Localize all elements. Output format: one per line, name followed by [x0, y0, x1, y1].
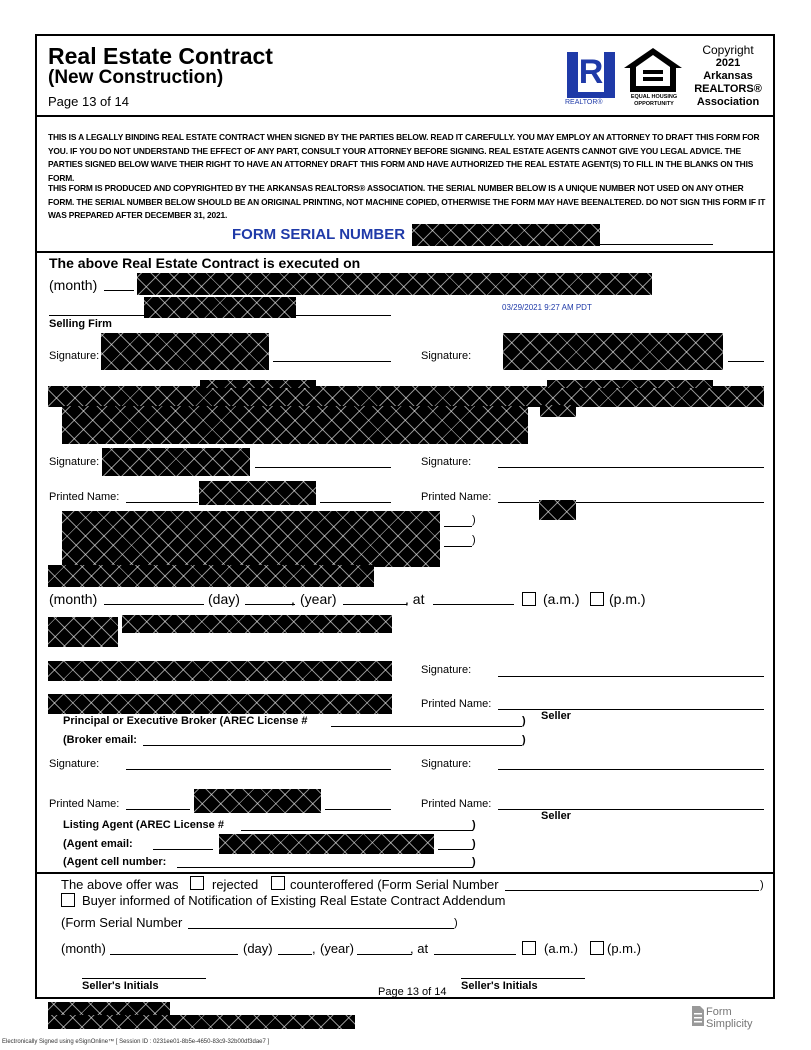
addendum-checkbox[interactable]: [61, 893, 75, 907]
date-day-label: (day): [208, 591, 240, 607]
broker-email-line[interactable]: [143, 745, 522, 746]
date-year-line[interactable]: [343, 604, 407, 605]
redaction: [62, 406, 528, 444]
redaction: [540, 405, 576, 417]
paren: ): [472, 838, 476, 850]
esign-timestamp: 03/29/2021 9:27 AM PDT: [502, 303, 592, 312]
serial-divider: [35, 251, 775, 253]
offer-time-line[interactable]: [434, 954, 516, 955]
form-subtitle: (New Construction): [48, 67, 224, 88]
offer-lead: The above offer was: [61, 877, 179, 892]
serial-line: [600, 244, 713, 245]
redaction: [144, 297, 296, 318]
realtor-logo: [567, 52, 615, 98]
serial-label: FORM SERIAL NUMBER: [232, 226, 406, 243]
form-title: Real Estate Contract: [48, 43, 273, 69]
copyright-block: Copyright 2021 Arkansas REALTORS® Association: [694, 43, 762, 108]
paren: ): [472, 514, 476, 526]
paren: ): [472, 534, 476, 546]
date-at-label: , at: [405, 591, 425, 607]
seller-caption: Seller: [541, 810, 571, 822]
offer-pm-label: (p.m.): [607, 941, 641, 956]
realtor-logo-letter: R: [578, 53, 604, 91]
counter-serial-line[interactable]: [505, 890, 759, 891]
date-year-label: (year): [300, 591, 337, 607]
printed-name-line[interactable]: [498, 502, 764, 503]
seller-initials-line-right[interactable]: [461, 978, 585, 979]
signature-line[interactable]: [728, 361, 764, 362]
listing-email-label: (Agent email:: [63, 838, 133, 850]
paren: ): [454, 917, 458, 929]
seller-printed-name-label: Printed Name:: [421, 698, 492, 710]
line: [444, 546, 472, 547]
addendum-label: Buyer informed of Notification of Existing Real Estate Contract Addendum: [82, 893, 506, 908]
rejected-label: rejected: [212, 877, 259, 892]
header-divider: [35, 115, 775, 117]
legal-notice-1: THIS IS A LEGALLY BINDING REAL ESTATE CONTRACT WHEN SIGNED BY THE PARTIES BELOW. READ IT CAREFULLY. YOU MAY EMPLOY AN ATTORNEY TO DRAFT THIS FORM FOR YOU. IF YOU DO NOT UNDERSTAND THE EFFECT OF ANY PART, CONSULT YOUR ATTORNEY BEFORE SIGNING. REAL ESTATE AGENTS CANNOT GIVE YOU LEGAL ADVICE. THE PARTIES SIGNED BELOW WAIVE THEIR RIGHT TO HAVE AN ATTORNEY DRAFT THIS FORM AND HAVE AUTHORIZED THE REAL ESTATE AGENT(S) TO FILL IN THE BLANKS ON THIS FORM.: [48, 132, 760, 183]
redaction: [48, 661, 392, 681]
listing-license-line[interactable]: [241, 830, 473, 831]
paren: ): [472, 819, 476, 831]
redaction: [48, 1015, 355, 1029]
buyer-signature-label: Signature:: [421, 350, 472, 362]
redaction: [219, 834, 434, 854]
signature-label: Signature:: [49, 758, 100, 770]
redaction: [102, 448, 250, 476]
selling-firm-label: Selling Firm: [49, 318, 112, 330]
signature-line[interactable]: [273, 361, 391, 362]
printed-name-label: Printed Name:: [421, 491, 492, 503]
date-month-line[interactable]: [104, 604, 204, 605]
executed-month-line: [104, 290, 134, 291]
seller-caption: Seller: [541, 710, 571, 722]
offer-at-label: , at: [410, 941, 429, 956]
line: [444, 526, 472, 527]
serial-redaction: [412, 224, 600, 246]
paren: ): [760, 879, 764, 891]
redaction: [200, 380, 316, 388]
paren: ): [472, 856, 476, 868]
offer-am-label: (a.m.): [544, 941, 578, 956]
rejected-checkbox[interactable]: [190, 876, 204, 890]
listing-cell-line[interactable]: [177, 867, 473, 868]
listing-email-line[interactable]: [153, 849, 213, 850]
seller-signature-line[interactable]: [498, 676, 764, 677]
listing-license-label: Listing Agent (AREC License #: [63, 819, 224, 831]
paren: ): [522, 715, 526, 727]
listing-cell-label: (Agent cell number:: [63, 856, 167, 868]
offer-am-checkbox[interactable]: [522, 941, 536, 955]
redaction: [199, 481, 316, 505]
date-month-label: (month): [49, 591, 98, 607]
seller-initials-left: Seller's Initials: [82, 980, 159, 992]
redaction: [48, 1002, 170, 1016]
signature-line[interactable]: [126, 769, 391, 770]
seller-printed-name-line[interactable]: [498, 709, 764, 710]
buyer-agent-signature-label: Signature:: [49, 350, 100, 362]
printed-name-line[interactable]: [126, 502, 198, 503]
seller-initials-line-left[interactable]: [82, 978, 206, 979]
date-day-line[interactable]: [245, 604, 295, 605]
formsimplicity-icon: [692, 1006, 704, 1026]
page-indicator: Page 13 of 14: [48, 94, 129, 109]
broker-email-label: (Broker email:: [63, 734, 137, 746]
offer-day-line[interactable]: [278, 954, 312, 955]
form-serial-label: (Form Serial Number: [61, 915, 183, 930]
offer-divider: [35, 872, 775, 874]
redaction: [48, 565, 374, 587]
seller-initials-right: Seller's Initials: [461, 980, 538, 992]
signature-label: Signature:: [49, 456, 100, 468]
selling-firm-line-b: [296, 315, 391, 316]
comma: ,: [312, 941, 316, 956]
offer-year-label: (year): [320, 941, 354, 956]
redaction: [547, 380, 713, 388]
redaction: [194, 789, 321, 813]
redaction: [62, 511, 440, 567]
countered-label: counteroffered (Form Serial Number: [290, 877, 499, 892]
countered-checkbox[interactable]: [271, 876, 285, 890]
printed-name-label: Printed Name:: [49, 798, 120, 810]
printed-name-line[interactable]: [320, 502, 391, 503]
printed-name-line[interactable]: [325, 809, 391, 810]
paren: ): [522, 734, 526, 746]
form-serial-line[interactable]: [188, 928, 454, 929]
am-label: (a.m.): [543, 591, 580, 607]
equal-housing-caption: EQUAL HOUSING OPPORTUNITY: [630, 94, 678, 107]
printed-name-line[interactable]: [498, 809, 764, 810]
esign-session: Electronically Signed using eSignOnline™ [ Session ID : 0231ee01-8b5e-4650-83c9-32b00df3dae7 ]: [2, 1039, 270, 1045]
printed-name-label: Printed Name:: [49, 491, 120, 503]
executed-heading: The above Real Estate Contract is executed on: [49, 255, 361, 271]
pm-label: (p.m.): [609, 591, 646, 607]
redaction: [48, 386, 764, 407]
selling-firm-line-a: [49, 315, 144, 316]
comma: ,: [291, 591, 295, 607]
pm-checkbox[interactable]: [590, 592, 604, 606]
signature-line[interactable]: [498, 467, 764, 468]
signature-line[interactable]: [255, 467, 391, 468]
realtor-logo-caption: REALTOR®: [565, 99, 603, 106]
broker-license-label: Principal or Executive Broker (AREC License #: [63, 715, 308, 727]
signature-label: Signature:: [421, 456, 472, 468]
redaction: [503, 333, 723, 370]
redaction: [48, 617, 118, 647]
seller-signature-label: Signature:: [421, 664, 472, 676]
listing-email-line[interactable]: [438, 849, 473, 850]
redaction: [539, 500, 576, 520]
offer-month-label: (month): [61, 941, 106, 956]
signature-line[interactable]: [498, 769, 764, 770]
am-checkbox[interactable]: [522, 592, 536, 606]
offer-day-label: (day): [243, 941, 273, 956]
offer-year-line[interactable]: [357, 954, 412, 955]
legal-notice-2: THIS FORM IS PRODUCED AND COPYRIGHTED BY THE ARKANSAS REALTORS® ASSOCIATION. THE SERIAL NUMBER BELOW IS A UNIQUE NUMBER NOT USED ON ANY OTHER FORM. THE SERIAL NUMBER BELOW SHOULD BE AN ORIGINAL PRINTING, NOT MACHINE COPIED, OTHERWISE THE FORM MAY HAVE BEENALTERED. DO NOT SIGN THIS FORM IF IT WAS PREPARED AFTER DECEMBER 31, 2021.: [48, 183, 766, 220]
equal-housing-icon: [622, 46, 684, 94]
printed-name-line[interactable]: [126, 809, 190, 810]
printed-name-label: Printed Name:: [421, 798, 492, 810]
formsimplicity-brand: Form Simplicity: [706, 1006, 753, 1030]
executed-month-label: (month): [49, 277, 98, 293]
redaction: [101, 333, 269, 370]
date-time-line[interactable]: [433, 604, 514, 605]
redaction: [122, 615, 392, 633]
redaction: [48, 694, 392, 714]
broker-license-line[interactable]: [331, 726, 522, 727]
footer-page: Page 13 of 14: [378, 986, 447, 998]
signature-label: Signature:: [421, 758, 472, 770]
offer-month-line[interactable]: [110, 954, 238, 955]
offer-pm-checkbox[interactable]: [590, 941, 604, 955]
redaction: [137, 273, 652, 295]
